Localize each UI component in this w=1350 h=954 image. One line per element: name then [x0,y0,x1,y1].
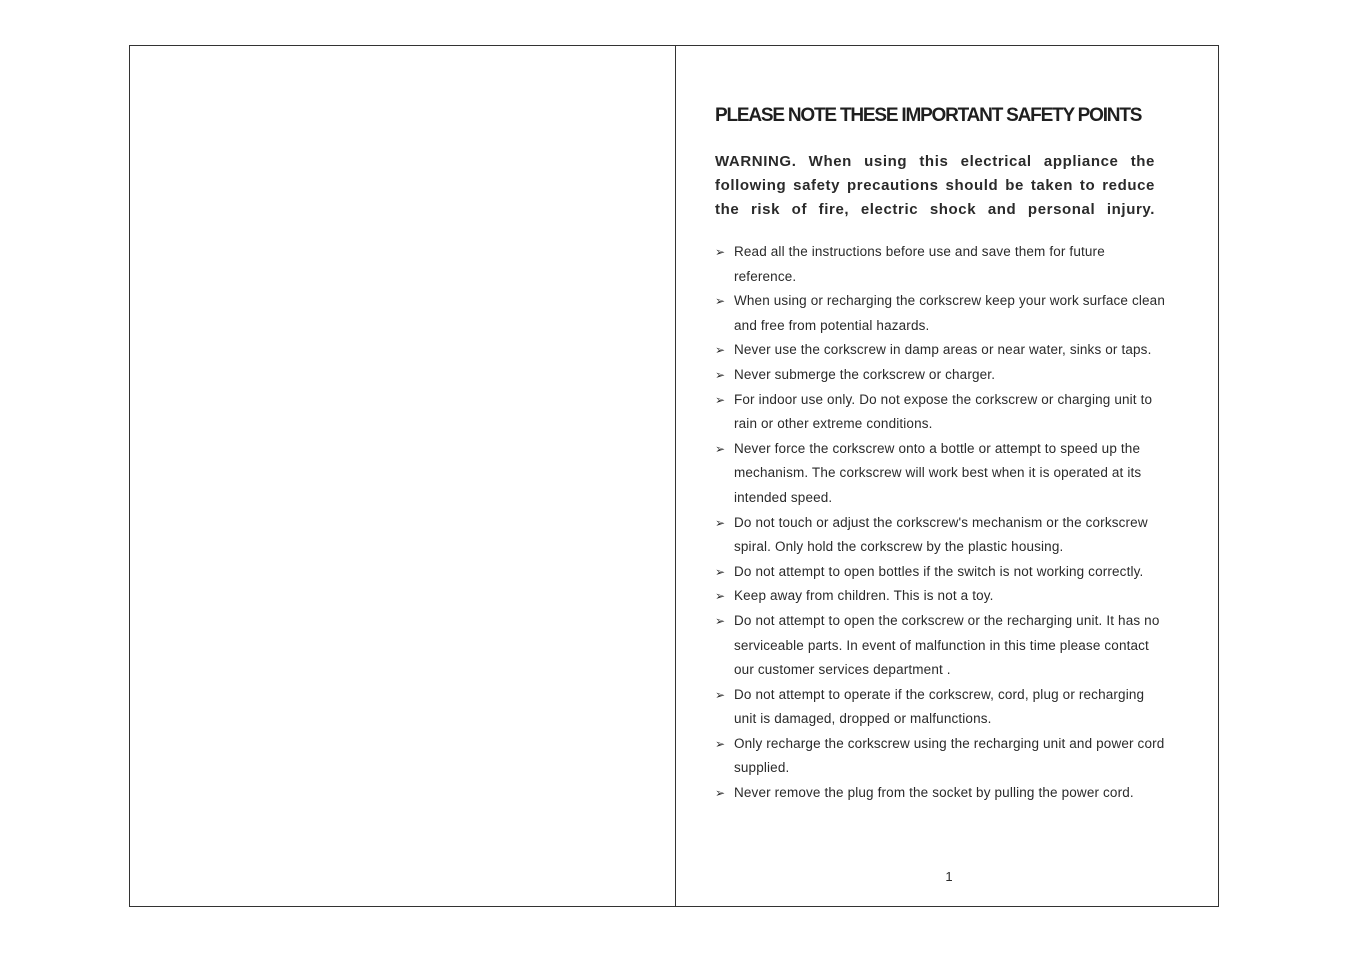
warning-line-2: following safety precautions should be taken to reduce [715,177,1155,194]
right-page [676,46,1220,906]
safety-content [715,102,1165,806]
arrowhead-bullet-icon: ➢ [715,441,726,456]
list-item [715,609,1165,683]
list-item-text: Never force the corkscrew onto a bottle or attempt to speed up the mechanism. The corkscrew will work best when it is operated at its intended speed. [734,440,1142,505]
arrowhead-bullet-icon: ➢ [715,245,726,259]
arrowhead-bullet-icon: ➢ [715,515,726,530]
list-item-text: Do not attempt to open the corkscrew or the recharging unit. It has no serviceable parts. In event of malfunction in this time please contact our customer services department . [734,612,1160,678]
arrowhead-bullet-icon: ➢ [715,613,726,628]
page-number: 1 [945,869,953,884]
list-item [715,388,1165,437]
arrowhead-bullet-icon: ➢ [715,786,726,801]
booklet-spread [129,45,1219,907]
list-item-text: Never submerge the corkscrew or charger. [734,366,996,382]
list-item-text: Only recharge the corkscrew using the recharging unit and power cord supplied. [734,735,1165,776]
list-item [715,511,1165,560]
safety-points-list [715,240,1165,806]
list-item-text: Keep away from children. This is not a toy. [734,588,994,604]
list-item-text: Never use the corkscrew in damp areas or near water, sinks or taps. [734,342,1152,358]
list-item [715,732,1165,781]
warning-line-1: WARNING. When using this electrical appliance the [715,153,1155,170]
list-item-text: Do not touch or adjust the corkscrew's mechanism or the corkscrew spiral. Only hold the corkscrew by the plastic housing. [734,514,1148,555]
warning-paragraph [715,150,1155,222]
list-item [715,437,1165,511]
list-item [715,683,1165,732]
list-item-text: When using or recharging the corkscrew keep your work surface clean and free from potential hazards. [734,293,1165,333]
list-item [715,584,1165,609]
safety-heading: PLEASE NOTE THESE IMPORTANT SAFETY POINTS [715,105,1142,126]
arrowhead-bullet-icon: ➢ [715,343,726,358]
list-item-text: Do not attempt to operate if the corkscrew, cord, plug or recharging unit is damaged, dropped or malfunctions. [734,686,1145,727]
arrowhead-bullet-icon: ➢ [715,294,726,309]
warning-line-3: the risk of fire, electric shock and personal injury. [715,201,1155,218]
arrowhead-bullet-icon: ➢ [715,687,726,702]
list-item-text: Read all the instructions before use and save them for future reference. [734,244,1105,284]
arrowhead-bullet-icon: ➢ [715,736,726,751]
list-item-text: Do not attempt to open bottles if the switch is not working correctly. [734,563,1144,579]
list-item-text: For indoor use only. Do not expose the corkscrew or charging unit to rain or other extreme conditions. [734,391,1153,432]
list-item-text: Never remove the plug from the socket by pulling the power cord. [734,785,1134,801]
left-page-blank [130,46,675,906]
list-item [715,560,1165,585]
list-item [715,363,1165,388]
list-item [715,240,1165,289]
arrowhead-bullet-icon: ➢ [715,392,726,407]
arrowhead-bullet-icon: ➢ [715,589,726,604]
list-item [715,289,1165,338]
arrowhead-bullet-icon: ➢ [715,564,726,579]
list-item [715,338,1165,363]
arrowhead-bullet-icon: ➢ [715,367,726,382]
list-item [715,781,1165,806]
